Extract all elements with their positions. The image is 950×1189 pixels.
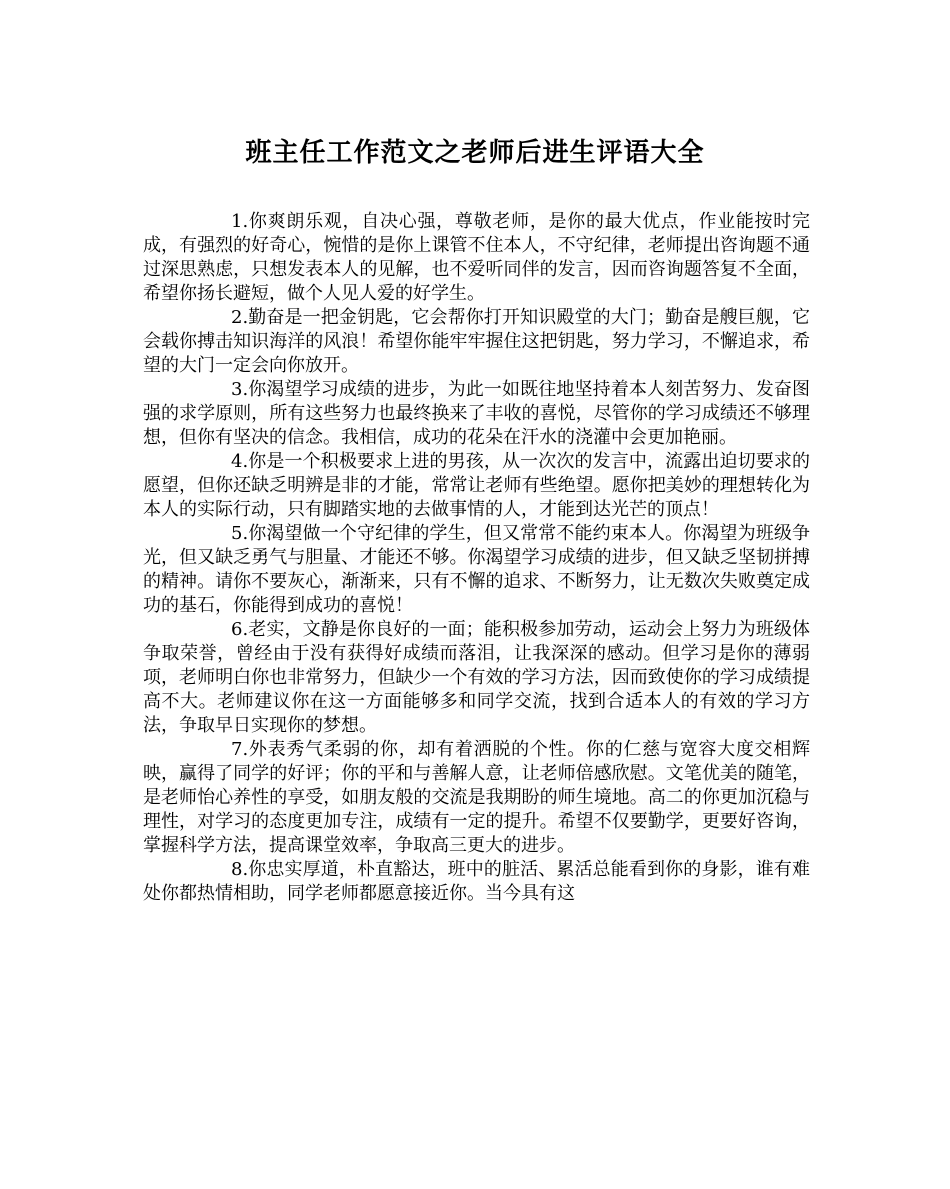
paragraph-5: 5.你渴望做一个守纪律的学生，但又常常不能约束本人。你渴望为班级争光，但又缺乏勇气与胆量、才能还不够。你渴望学习成绩的进步，但又缺乏坚韧拼搏的精神。请你不要灰心，渐渐来，只有不懈的追求、不断努力，让无数次失败奠定成功的基石，你能得到成功的喜悦！ <box>143 523 810 616</box>
paragraph-8: 8.你忠实厚道，朴直豁达，班中的脏活、累活总能看到你的身影，谁有难处你都热情相助，同学老师都愿意接近你。当今具有这 <box>143 859 810 904</box>
paragraph-1: 1.你爽朗乐观，自决心强，尊敬老师，是你的最大优点，作业能按时完成，有强烈的好奇心，惋惜的是你上课管不住本人，不守纪律，老师提出咨询题不通过深思熟虑，只想发表本人的见解，也不爱听同伴的发言，因而咨询题答复不全面，希望你扬长避短，做个人见人爱的好学生。 <box>143 211 810 304</box>
paragraph-3: 3.你渴望学习成绩的进步，为此一如既往地坚持着本人刻苦努力、发奋图强的求学原则，所有这些努力也最终换来了丰收的喜悦，尽管你的学习成绩还不够理想，但你有坚决的信念。我相信，成功的花朵在汗水的浇灌中会更加艳丽。 <box>143 379 810 448</box>
document-body <box>143 210 810 906</box>
paragraph-6: 6.老实，文静是你良好的一面；能积极参加劳动，运动会上努力为班级体争取荣誉，曾经由于没有获得好成绩而落泪，让我深深的感动。但学习是你的薄弱项，老师明白你也非常努力，但缺少一个有效的学习方法，因而致使你的学习成绩提高不大。老师建议你在这一方面能够多和同学交流，找到合适本人的有效的学习方法，争取早日实现你的梦想。 <box>143 619 810 736</box>
paragraph-4: 4.你是一个积极要求上进的男孩，从一次次的发言中，流露出迫切要求的愿望，但你还缺乏明辨是非的才能，常常让老师有些绝望。愿你把美妙的理想转化为本人的实际行动，只有脚踏实地的去做事情的人，才能到达光芒的顶点！ <box>143 451 810 520</box>
paragraph-2: 2.勤奋是一把金钥匙，它会帮你打开知识殿堂的大门；勤奋是艘巨舰，它会载你搏击知识海洋的风浪！希望你能牢牢握住这把钥匙，努力学习，不懈追求，希望的大门一定会向你放开。 <box>143 307 810 376</box>
document-title: 班主任工作范文之老师后进生评语大全 <box>245 138 705 168</box>
paragraph-7: 7.外表秀气柔弱的你，却有着洒脱的个性。你的仁慈与宽容大度交相辉映，赢得了同学的好评；你的平和与善解人意，让老师倍感欣慰。文笔优美的随笔，是老师怡心养性的享受，如朋友般的交流是我期盼的师生境地。高二的你更加沉稳与理性，对学习的态度更加专注，成绩有一定的提升。希望不仅要勤学，更要好咨询，掌握科学方法，提高课堂效率，争取高三更大的进步。 <box>143 739 810 856</box>
